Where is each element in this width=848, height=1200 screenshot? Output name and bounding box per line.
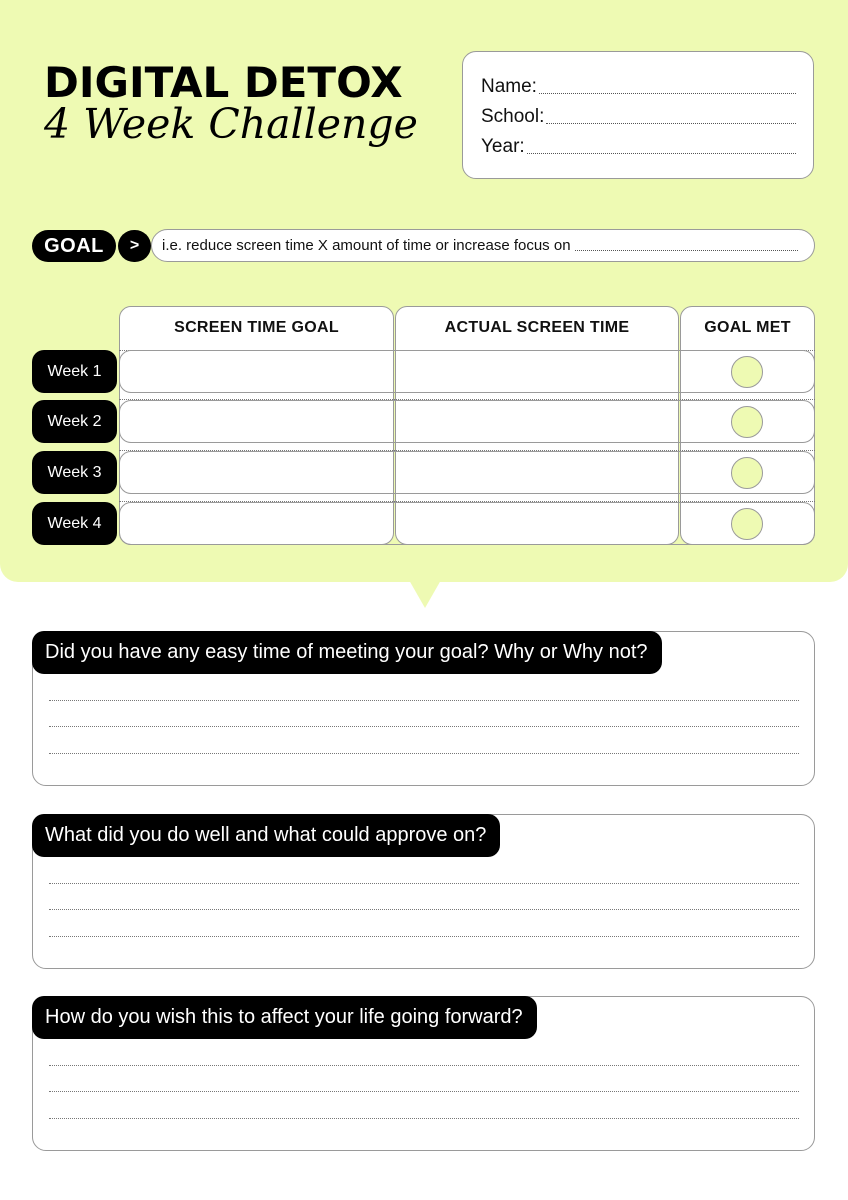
year-label: Year: bbox=[481, 136, 525, 157]
goal-met-checkbox-week-2[interactable] bbox=[731, 406, 763, 438]
column-header-goal-met: GOAL MET bbox=[704, 319, 791, 336]
answer-line[interactable] bbox=[49, 700, 799, 701]
column-header-screen-time-goal: SCREEN TIME GOAL bbox=[174, 319, 339, 336]
row-divider bbox=[119, 399, 815, 400]
page-subtitle: 4 Week Challenge bbox=[44, 100, 418, 148]
answer-line[interactable] bbox=[49, 936, 799, 937]
answer-line[interactable] bbox=[49, 883, 799, 884]
answer-line[interactable] bbox=[49, 909, 799, 910]
name-label: Name: bbox=[481, 76, 537, 97]
goal-met-checkbox-week-3[interactable] bbox=[731, 457, 763, 489]
row-divider bbox=[119, 501, 815, 502]
goal-fill-line bbox=[575, 250, 798, 251]
school-row bbox=[481, 98, 796, 128]
goal-field[interactable] bbox=[151, 229, 815, 262]
name-field[interactable] bbox=[539, 93, 796, 94]
goal-label: GOAL bbox=[32, 230, 116, 262]
column-header-actual-screen-time: ACTUAL SCREEN TIME bbox=[444, 319, 630, 336]
section-pointer bbox=[409, 580, 441, 608]
year-field[interactable] bbox=[527, 153, 796, 154]
answer-line[interactable] bbox=[49, 1091, 799, 1092]
student-info-box bbox=[462, 51, 814, 179]
question-3-label: How do you wish this to affect your life going forward? bbox=[32, 996, 537, 1039]
answer-line[interactable] bbox=[49, 726, 799, 727]
week-2-label: Week 2 bbox=[32, 400, 117, 443]
goal-met-checkbox-week-4[interactable] bbox=[731, 508, 763, 540]
week-1-label: Week 1 bbox=[32, 350, 117, 393]
page-title: DIGITAL DETOX bbox=[44, 58, 403, 107]
goal-arrow-icon: > bbox=[118, 230, 151, 262]
question-2-label: What did you do well and what could approve on? bbox=[32, 814, 500, 857]
answer-line[interactable] bbox=[49, 753, 799, 754]
row-divider bbox=[119, 350, 815, 351]
goal-met-checkbox-week-1[interactable] bbox=[731, 356, 763, 388]
goal-prompt: i.e. reduce screen time X amount of time or increase focus on bbox=[162, 237, 571, 254]
week-4-label: Week 4 bbox=[32, 502, 117, 545]
answer-line[interactable] bbox=[49, 1118, 799, 1119]
school-field[interactable] bbox=[546, 123, 796, 124]
question-1-label: Did you have any easy time of meeting your goal? Why or Why not? bbox=[32, 631, 662, 674]
name-row bbox=[481, 68, 796, 98]
week-3-label: Week 3 bbox=[32, 451, 117, 494]
row-divider bbox=[119, 450, 815, 451]
year-row bbox=[481, 128, 796, 158]
school-label: School: bbox=[481, 106, 545, 127]
answer-line[interactable] bbox=[49, 1065, 799, 1066]
